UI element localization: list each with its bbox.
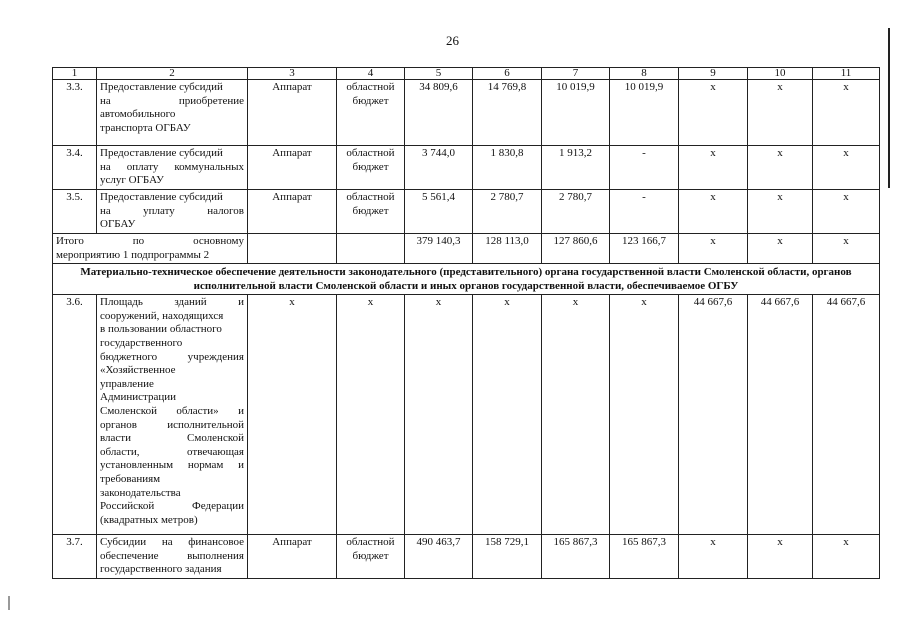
indicator-year1: x [679,234,748,264]
row-number: 3.7. [53,535,97,579]
amount-year1: 1 830,8 [473,146,542,190]
indicator-year2: 44 667,6 [748,295,813,535]
amount-year2: 1 913,2 [542,146,610,190]
indicator-year2: x [748,80,813,146]
indicator-year3: x [813,146,880,190]
amount-year3: - [610,146,679,190]
column-number: 1 [53,68,97,80]
margin-rule [888,28,890,188]
funding-source: областной бюджет [337,146,405,190]
amount-total: 490 463,7 [405,535,473,579]
amount-year1: 158 729,1 [473,535,542,579]
amount-year3: 123 166,7 [610,234,679,264]
activity-name: Предоставление субсидий на оплату коммунальных услуг ОГБАУ [97,146,248,190]
subtotal-row [53,234,880,264]
executor: Аппарат [248,146,337,190]
indicator-year1: x [679,190,748,234]
row-number: 3.6. [53,295,97,535]
amount-year2: 2 780,7 [542,190,610,234]
amount-year3: 165 867,3 [610,535,679,579]
indicator-year1: x [679,146,748,190]
indicator-year2: x [748,535,813,579]
activity-name: Предоставление субсидий на уплату налогов ОГБАУ [97,190,248,234]
funding-source: областной бюджет [337,190,405,234]
subtotal-label: Итого по основному мероприятию 1 подпрограммы 2 [53,234,248,264]
amount-year1: 128 113,0 [473,234,542,264]
column-number: 7 [542,68,610,80]
column-number: 5 [405,68,473,80]
indicator-year3: 44 667,6 [813,295,880,535]
amount-total: 379 140,3 [405,234,473,264]
amount-year1: 2 780,7 [473,190,542,234]
column-number: 11 [813,68,880,80]
column-number: 6 [473,68,542,80]
section-row [53,264,880,295]
row-number: 3.3. [53,80,97,146]
column-number: 10 [748,68,813,80]
amount-year2: 10 019,9 [542,80,610,146]
program-table [52,67,880,579]
column-number: 9 [679,68,748,80]
indicator-year1: x [679,80,748,146]
amount-total: 34 809,6 [405,80,473,146]
indicator-year3: x [813,535,880,579]
indicator-year3: x [813,234,880,264]
indicator-year2: x [748,190,813,234]
table-row [53,535,880,579]
executor: x [248,295,337,535]
column-number: 4 [337,68,405,80]
funding-source: областной бюджет [337,535,405,579]
empty-cell [337,234,405,264]
table-row [53,146,880,190]
amount-year2: 165 867,3 [542,535,610,579]
section-title: Материально-техническое обеспечение деятельности законодательного (представительного) органа государственной власти Смоленской области, органов исполнительной власти Смоленской области и иных органов государственной власти, обеспечиваемое ОГБУ [53,264,880,295]
empty-cell [248,234,337,264]
column-number: 8 [610,68,679,80]
page-number: 26 [446,33,459,48]
indicator-year3: x [813,80,880,146]
row-number: 3.4. [53,146,97,190]
indicator-year1: x [679,535,748,579]
indicator-year1: 44 667,6 [679,295,748,535]
table-row [53,80,880,146]
executor: Аппарат [248,80,337,146]
scan-mark [8,596,10,610]
table-row [53,295,880,535]
column-number: 3 [248,68,337,80]
amount-total: 3 744,0 [405,146,473,190]
indicator-year2: x [748,234,813,264]
amount-year3: x [610,295,679,535]
indicator-year3: x [813,190,880,234]
amount-total: 5 561,4 [405,190,473,234]
activity-name: Площадь зданий и сооружений, находящихся в пользовании областного государственного бюджетного учреждения «Хозяйственное управление Администрации Смоленской области» и органов исполнительной власти Смоленской области, отвечающая установленным нормам и требованиям законодательства Российской Федерации (квадратных метров) [97,295,248,535]
column-number-row [53,68,880,80]
funding-source: x [337,295,405,535]
amount-year3: - [610,190,679,234]
amount-year2: x [542,295,610,535]
executor: Аппарат [248,190,337,234]
row-number: 3.5. [53,190,97,234]
executor: Аппарат [248,535,337,579]
funding-source: областной бюджет [337,80,405,146]
table-row [53,190,880,234]
amount-year2: 127 860,6 [542,234,610,264]
amount-total: x [405,295,473,535]
indicator-year2: x [748,146,813,190]
column-number: 2 [97,68,248,80]
amount-year3: 10 019,9 [610,80,679,146]
activity-name: Предоставление субсидий на приобретение автомобильного транспорта ОГБАУ [97,80,248,146]
amount-year1: 14 769,8 [473,80,542,146]
amount-year1: x [473,295,542,535]
activity-name: Субсидии на финансовое обеспечение выполнения государственного задания [97,535,248,579]
